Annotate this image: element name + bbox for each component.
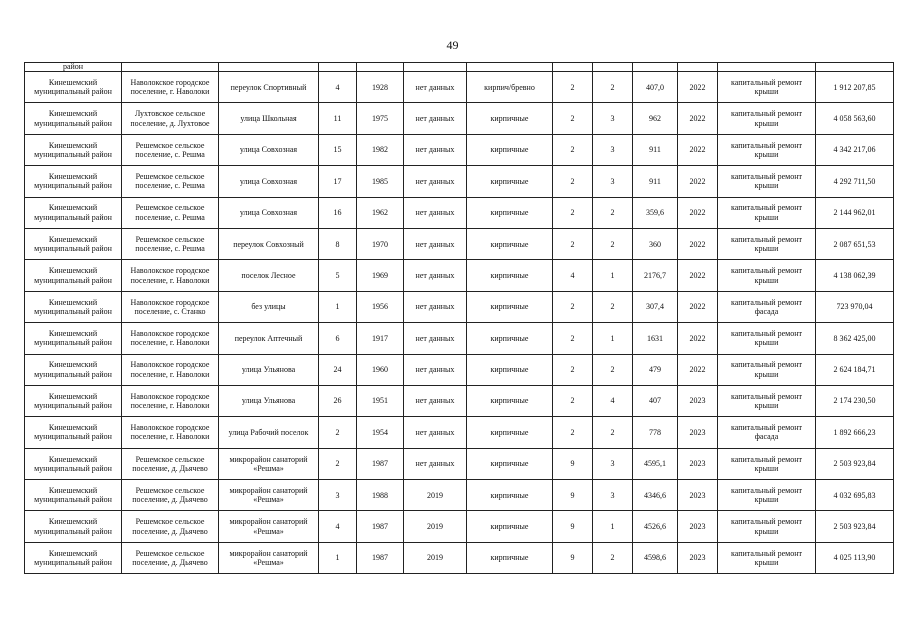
house-number-cell: 17	[319, 166, 357, 197]
housing-repair-table	[24, 62, 894, 574]
entrances-cell: 3	[593, 448, 633, 479]
street-cell: микрорайон санаторий «Решма»	[219, 480, 319, 511]
floors-cell: 2	[553, 72, 593, 103]
area-cell: 4346,6	[633, 480, 678, 511]
floors-cell: 2	[553, 134, 593, 165]
street-cell: улица Школьная	[219, 103, 319, 134]
entrances-cell: 1	[593, 260, 633, 291]
cost-cell: 2 087 651,53	[816, 228, 894, 259]
table-row	[25, 354, 894, 385]
year-built-cell: 1960	[357, 354, 404, 385]
district-cell: Кинешемский муниципальный район	[25, 197, 122, 228]
entrances-cell: 2	[593, 197, 633, 228]
settlement-cell: Решемское сельское поселение, с. Решма	[122, 228, 219, 259]
plan-year-cell: 2022	[678, 260, 718, 291]
plan-year-cell: 2022	[678, 166, 718, 197]
last-repair-cell: нет данных	[404, 103, 467, 134]
entrances-cell: 1	[593, 323, 633, 354]
work-type-cell: капитальный ремонт крыши	[718, 323, 816, 354]
cost-cell: 4 025 113,90	[816, 542, 894, 573]
house-number-cell: 6	[319, 323, 357, 354]
work-type-cell: капитальный ремонт крыши	[718, 385, 816, 416]
floors-cell: 9	[553, 511, 593, 542]
area-cell: 360	[633, 228, 678, 259]
last-repair-cell: нет данных	[404, 134, 467, 165]
entrances-cell: 3	[593, 134, 633, 165]
table-row	[25, 228, 894, 259]
plan-year-cell: 2022	[678, 134, 718, 165]
table-row	[25, 511, 894, 542]
plan-year-cell: 2023	[678, 480, 718, 511]
floors-cell: 4	[553, 260, 593, 291]
year-built-cell: 1951	[357, 385, 404, 416]
area-cell: 359,6	[633, 197, 678, 228]
cost-cell: 2 144 962,01	[816, 197, 894, 228]
floors-cell: 9	[553, 542, 593, 573]
district-cell: Кинешемский муниципальный район	[25, 228, 122, 259]
work-type-cell: капитальный ремонт фасада	[718, 417, 816, 448]
floors-cell: 2	[553, 417, 593, 448]
year-built-cell: 1985	[357, 166, 404, 197]
last-repair-cell: 2019	[404, 511, 467, 542]
entrances-cell: 2	[593, 72, 633, 103]
table-row	[25, 448, 894, 479]
cost-cell: 2 174 230,50	[816, 385, 894, 416]
street-cell: микрорайон санаторий «Решма»	[219, 448, 319, 479]
year-built-cell: 1917	[357, 323, 404, 354]
table-row	[25, 134, 894, 165]
plan-year-cell: 2023	[678, 511, 718, 542]
street-cell: улица Ульянова	[219, 354, 319, 385]
last-repair-cell: 2019	[404, 480, 467, 511]
district-cell: Кинешемский муниципальный район	[25, 166, 122, 197]
floors-cell: 2	[553, 197, 593, 228]
street-cell: переулок Совхозный	[219, 228, 319, 259]
wall-material-cell: кирпичные	[467, 511, 553, 542]
district-cell: Кинешемский муниципальный район	[25, 448, 122, 479]
street-cell: переулок Спортивный	[219, 72, 319, 103]
settlement-cell: Наволокское городское поселение, г. Наволоки	[122, 72, 219, 103]
house-number-cell: 5	[319, 260, 357, 291]
wall-material-cell: кирпичные	[467, 103, 553, 134]
work-type-cell: капитальный ремонт фасада	[718, 291, 816, 322]
cost-cell: 723 970,04	[816, 291, 894, 322]
settlement-cell: Лухтовское сельское поселение, д. Лухтовое	[122, 103, 219, 134]
wall-material-cell: кирпичные	[467, 291, 553, 322]
area-cell: 962	[633, 103, 678, 134]
year-built-cell: 1954	[357, 417, 404, 448]
work-type-cell: капитальный ремонт крыши	[718, 480, 816, 511]
house-number-cell: 2	[319, 448, 357, 479]
area-cell: 2176,7	[633, 260, 678, 291]
area-cell: 778	[633, 417, 678, 448]
wall-material-cell: кирпичные	[467, 385, 553, 416]
work-type-cell: капитальный ремонт крыши	[718, 134, 816, 165]
last-repair-cell: 2019	[404, 542, 467, 573]
settlement-cell: Наволокское городское поселение, с. Станко	[122, 291, 219, 322]
year-built-cell: 1970	[357, 228, 404, 259]
entrances-cell: 1	[593, 511, 633, 542]
last-repair-cell: нет данных	[404, 354, 467, 385]
settlement-cell: Решемское сельское поселение, с. Решма	[122, 197, 219, 228]
cost-cell: 1 912 207,85	[816, 72, 894, 103]
area-cell: 4598,6	[633, 542, 678, 573]
entrances-cell: 2	[593, 228, 633, 259]
settlement-cell: Решемское сельское поселение, с. Решма	[122, 166, 219, 197]
wall-material-cell: кирпичные	[467, 166, 553, 197]
district-cell: Кинешемский муниципальный район	[25, 480, 122, 511]
wall-material-cell: кирпичные	[467, 417, 553, 448]
house-number-cell: 15	[319, 134, 357, 165]
house-number-cell: 3	[319, 480, 357, 511]
plan-year-cell: 2023	[678, 417, 718, 448]
area-cell: 1631	[633, 323, 678, 354]
street-cell: улица Совхозная	[219, 134, 319, 165]
wall-material-cell: кирпичные	[467, 354, 553, 385]
street-cell: переулок Аптечный	[219, 323, 319, 354]
floors-cell: 2	[553, 166, 593, 197]
year-built-cell: 1987	[357, 542, 404, 573]
district-cell: Кинешемский муниципальный район	[25, 323, 122, 354]
floors-cell: 9	[553, 480, 593, 511]
house-number-cell: 1	[319, 542, 357, 573]
plan-year-cell: 2022	[678, 228, 718, 259]
cost-cell: 4 058 563,60	[816, 103, 894, 134]
wall-material-cell: кирпич/бревно	[467, 72, 553, 103]
district-cell: Кинешемский муниципальный район	[25, 103, 122, 134]
district-cell: Кинешемский муниципальный район	[25, 542, 122, 573]
year-built-cell: 1975	[357, 103, 404, 134]
year-built-cell: 1928	[357, 72, 404, 103]
table-row	[25, 260, 894, 291]
plan-year-cell: 2023	[678, 385, 718, 416]
year-built-cell: 1962	[357, 197, 404, 228]
last-repair-cell: нет данных	[404, 323, 467, 354]
district-cell: Кинешемский муниципальный район	[25, 417, 122, 448]
year-built-cell: 1987	[357, 448, 404, 479]
settlement-cell: Наволокское городское поселение, г. Наволоки	[122, 323, 219, 354]
house-number-cell: 1	[319, 291, 357, 322]
year-built-cell: 1982	[357, 134, 404, 165]
house-number-cell: 24	[319, 354, 357, 385]
district-cell: Кинешемский муниципальный район	[25, 511, 122, 542]
house-number-cell: 4	[319, 72, 357, 103]
last-repair-cell: нет данных	[404, 228, 467, 259]
work-type-cell: капитальный ремонт крыши	[718, 103, 816, 134]
work-type-cell: капитальный ремонт крыши	[718, 448, 816, 479]
last-repair-cell: нет данных	[404, 72, 467, 103]
header-fragment-cell: район	[25, 63, 122, 72]
area-cell: 307,4	[633, 291, 678, 322]
work-type-cell: капитальный ремонт крыши	[718, 354, 816, 385]
year-built-cell: 1988	[357, 480, 404, 511]
plan-year-cell: 2022	[678, 291, 718, 322]
cost-cell: 2 503 923,84	[816, 448, 894, 479]
year-built-cell: 1987	[357, 511, 404, 542]
wall-material-cell: кирпичные	[467, 323, 553, 354]
work-type-cell: капитальный ремонт крыши	[718, 166, 816, 197]
work-type-cell: капитальный ремонт крыши	[718, 511, 816, 542]
area-cell: 407,0	[633, 72, 678, 103]
plan-year-cell: 2022	[678, 354, 718, 385]
last-repair-cell: нет данных	[404, 448, 467, 479]
wall-material-cell: кирпичные	[467, 197, 553, 228]
entrances-cell: 3	[593, 480, 633, 511]
settlement-cell: Наволокское городское поселение, г. Наволоки	[122, 354, 219, 385]
district-cell: Кинешемский муниципальный район	[25, 72, 122, 103]
settlement-cell: Наволокское городское поселение, г. Наволоки	[122, 417, 219, 448]
plan-year-cell: 2022	[678, 323, 718, 354]
district-cell: Кинешемский муниципальный район	[25, 354, 122, 385]
area-cell: 911	[633, 134, 678, 165]
street-cell: микрорайон санаторий «Решма»	[219, 511, 319, 542]
cost-cell: 4 138 062,39	[816, 260, 894, 291]
cost-cell: 4 292 711,50	[816, 166, 894, 197]
area-cell: 479	[633, 354, 678, 385]
area-cell: 911	[633, 166, 678, 197]
table-row	[25, 385, 894, 416]
work-type-cell: капитальный ремонт крыши	[718, 260, 816, 291]
page-number: 49	[446, 38, 459, 52]
cost-cell: 4 032 695,83	[816, 480, 894, 511]
entrances-cell: 4	[593, 385, 633, 416]
floors-cell: 9	[553, 448, 593, 479]
house-number-cell: 2	[319, 417, 357, 448]
street-cell: улица Ульянова	[219, 385, 319, 416]
entrances-cell: 2	[593, 291, 633, 322]
last-repair-cell: нет данных	[404, 197, 467, 228]
wall-material-cell: кирпичные	[467, 134, 553, 165]
wall-material-cell: кирпичные	[467, 260, 553, 291]
last-repair-cell: нет данных	[404, 385, 467, 416]
house-number-cell: 11	[319, 103, 357, 134]
floors-cell: 2	[553, 354, 593, 385]
house-number-cell: 26	[319, 385, 357, 416]
settlement-cell: Решемское сельское поселение, д. Дьячево	[122, 480, 219, 511]
area-cell: 4526,6	[633, 511, 678, 542]
district-cell: Кинешемский муниципальный район	[25, 291, 122, 322]
district-cell: Кинешемский муниципальный район	[25, 134, 122, 165]
plan-year-cell: 2022	[678, 103, 718, 134]
street-cell: без улицы	[219, 291, 319, 322]
plan-year-cell: 2022	[678, 197, 718, 228]
settlement-cell: Наволокское городское поселение, г. Наволоки	[122, 385, 219, 416]
settlement-cell: Наволокское городское поселение, г. Наволоки	[122, 260, 219, 291]
cost-cell: 2 624 184,71	[816, 354, 894, 385]
plan-year-cell: 2022	[678, 72, 718, 103]
floors-cell: 2	[553, 291, 593, 322]
street-cell: улица Рабочий поселок	[219, 417, 319, 448]
table-row	[25, 480, 894, 511]
district-cell: Кинешемский муниципальный район	[25, 385, 122, 416]
work-type-cell: капитальный ремонт крыши	[718, 542, 816, 573]
last-repair-cell: нет данных	[404, 291, 467, 322]
area-cell: 4595,1	[633, 448, 678, 479]
last-repair-cell: нет данных	[404, 166, 467, 197]
district-cell: Кинешемский муниципальный район	[25, 260, 122, 291]
entrances-cell: 2	[593, 542, 633, 573]
street-cell: поселок Лесное	[219, 260, 319, 291]
plan-year-cell: 2023	[678, 542, 718, 573]
year-built-cell: 1956	[357, 291, 404, 322]
work-type-cell: капитальный ремонт крыши	[718, 72, 816, 103]
table-row	[25, 542, 894, 573]
street-cell: улица Совхозная	[219, 166, 319, 197]
settlement-cell: Решемское сельское поселение, д. Дьячево	[122, 448, 219, 479]
wall-material-cell: кирпичные	[467, 228, 553, 259]
floors-cell: 2	[553, 228, 593, 259]
table-row	[25, 72, 894, 103]
house-number-cell: 16	[319, 197, 357, 228]
table-row	[25, 323, 894, 354]
street-cell: микрорайон санаторий «Решма»	[219, 542, 319, 573]
wall-material-cell: кирпичные	[467, 542, 553, 573]
last-repair-cell: нет данных	[404, 260, 467, 291]
table-row	[25, 166, 894, 197]
table-row	[25, 291, 894, 322]
cost-cell: 4 342 217,06	[816, 134, 894, 165]
work-type-cell: капитальный ремонт крыши	[718, 197, 816, 228]
floors-cell: 2	[553, 385, 593, 416]
table-header-fragment-row	[25, 63, 894, 72]
area-cell: 407	[633, 385, 678, 416]
table-row	[25, 197, 894, 228]
table-row	[25, 103, 894, 134]
work-type-cell: капитальный ремонт крыши	[718, 228, 816, 259]
house-number-cell: 4	[319, 511, 357, 542]
entrances-cell: 2	[593, 417, 633, 448]
wall-material-cell: кирпичные	[467, 480, 553, 511]
year-built-cell: 1969	[357, 260, 404, 291]
entrances-cell: 3	[593, 166, 633, 197]
cost-cell: 1 892 666,23	[816, 417, 894, 448]
entrances-cell: 2	[593, 354, 633, 385]
floors-cell: 2	[553, 103, 593, 134]
wall-material-cell: кирпичные	[467, 448, 553, 479]
cost-cell: 8 362 425,00	[816, 323, 894, 354]
plan-year-cell: 2023	[678, 448, 718, 479]
settlement-cell: Решемское сельское поселение, д. Дьячево	[122, 542, 219, 573]
settlement-cell: Решемское сельское поселение, с. Решма	[122, 134, 219, 165]
last-repair-cell: нет данных	[404, 417, 467, 448]
cost-cell: 2 503 923,84	[816, 511, 894, 542]
table-row	[25, 417, 894, 448]
settlement-cell: Решемское сельское поселение, д. Дьячево	[122, 511, 219, 542]
street-cell: улица Совхозная	[219, 197, 319, 228]
entrances-cell: 3	[593, 103, 633, 134]
floors-cell: 2	[553, 323, 593, 354]
house-number-cell: 8	[319, 228, 357, 259]
